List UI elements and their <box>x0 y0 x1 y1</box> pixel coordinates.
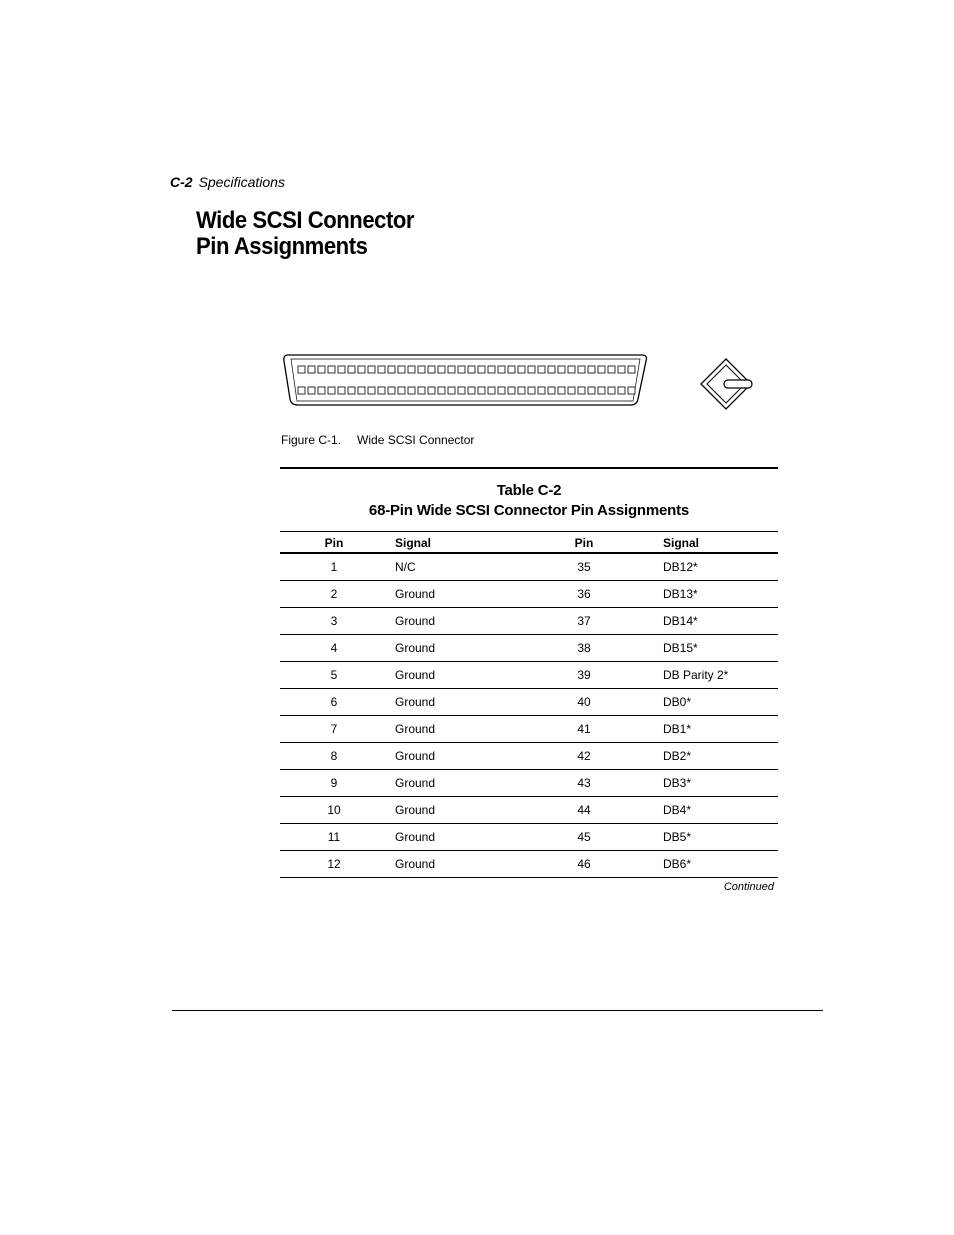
cell-signal: Ground <box>388 608 535 635</box>
pin-socket <box>578 387 585 394</box>
cell-signal: Ground <box>388 824 535 851</box>
pin-socket <box>338 366 345 373</box>
pin-socket <box>558 387 565 394</box>
cell-signal-2: DB3* <box>633 770 778 797</box>
table-row <box>280 689 778 716</box>
footer-rule <box>172 1010 823 1011</box>
cell-pin: 1 <box>280 553 388 581</box>
cell-pin-2: 43 <box>535 770 633 797</box>
pin-socket <box>518 366 525 373</box>
pin-socket <box>488 366 495 373</box>
pin-assignment-table <box>280 467 778 893</box>
pin-socket <box>548 366 555 373</box>
pin-socket <box>508 366 515 373</box>
cell-pin: 10 <box>280 797 388 824</box>
title-line-1: Wide SCSI Connector <box>196 207 415 234</box>
pin-socket <box>498 366 505 373</box>
pin-socket <box>358 366 365 373</box>
pin-socket <box>598 366 605 373</box>
cell-signal-2: DB5* <box>633 824 778 851</box>
pin-socket <box>428 366 435 373</box>
pin-socket <box>568 366 575 373</box>
cell-pin: 2 <box>280 581 388 608</box>
table-row <box>280 662 778 689</box>
continued-note: Continued <box>723 881 774 893</box>
pin-socket <box>448 366 455 373</box>
pin-socket <box>348 366 355 373</box>
pin-socket <box>528 366 535 373</box>
pin-socket <box>478 366 485 373</box>
cell-pin-2: 40 <box>535 689 633 716</box>
cell-signal-2: DB2* <box>633 743 778 770</box>
pin-socket <box>498 387 505 394</box>
pin-socket <box>398 366 405 373</box>
title-line-2: Pin Assignments <box>196 233 368 260</box>
pin-socket <box>338 387 345 394</box>
cell-signal: Ground <box>388 581 535 608</box>
pin-socket <box>568 387 575 394</box>
table-row <box>280 716 778 743</box>
pin-socket <box>388 366 395 373</box>
pin-socket <box>438 366 445 373</box>
pin-socket <box>468 366 475 373</box>
pin-socket <box>378 366 385 373</box>
pin-socket <box>518 387 525 394</box>
pin-socket <box>628 387 635 394</box>
cell-signal: Ground <box>388 797 535 824</box>
cell-signal-2: DB15* <box>633 635 778 662</box>
table-row <box>280 581 778 608</box>
pin-socket <box>298 387 305 394</box>
cell-signal: N/C <box>388 553 535 581</box>
pin-socket <box>368 366 375 373</box>
pin-socket <box>328 366 335 373</box>
cell-pin: 3 <box>280 608 388 635</box>
table-row <box>280 553 778 581</box>
scsi-connector-figure <box>280 352 760 414</box>
pin-socket <box>608 387 615 394</box>
page-header <box>170 174 285 190</box>
pin-socket <box>348 387 355 394</box>
table-row <box>280 635 778 662</box>
cell-signal-2: DB12* <box>633 553 778 581</box>
cell-signal: Ground <box>388 635 535 662</box>
pin-socket <box>358 387 365 394</box>
pin-socket <box>408 387 415 394</box>
pin-socket <box>298 366 305 373</box>
cell-signal: Ground <box>388 743 535 770</box>
cell-pin-2: 44 <box>535 797 633 824</box>
cell-pin: 12 <box>280 851 388 878</box>
pin-socket <box>448 387 455 394</box>
cell-pin: 11 <box>280 824 388 851</box>
section-title <box>196 208 414 260</box>
pin-socket <box>618 387 625 394</box>
cell-pin-2: 45 <box>535 824 633 851</box>
header-pin-2: Pin <box>535 532 633 554</box>
cell-pin-2: 36 <box>535 581 633 608</box>
pin-socket <box>458 387 465 394</box>
cell-signal: Ground <box>388 689 535 716</box>
section-name: Specifications <box>198 174 285 190</box>
table-row <box>280 743 778 770</box>
pin-socket <box>548 387 555 394</box>
cell-signal-2: DB6* <box>633 851 778 878</box>
cell-pin-2: 42 <box>535 743 633 770</box>
cell-signal-2: DB0* <box>633 689 778 716</box>
pin-socket <box>408 366 415 373</box>
scsi-logo-icon <box>701 359 752 409</box>
pin-socket <box>538 387 545 394</box>
table-title: 68-Pin Wide SCSI Connector Pin Assignments <box>368 502 690 519</box>
figure-caption-text: Wide SCSI Connector <box>357 433 475 447</box>
cell-signal: Ground <box>388 851 535 878</box>
pin-socket <box>528 387 535 394</box>
page-number: C-2 <box>170 174 193 190</box>
pin-socket <box>308 387 315 394</box>
cell-pin: 5 <box>280 662 388 689</box>
table-caption <box>280 469 778 531</box>
pin-socket <box>378 387 385 394</box>
cell-pin: 4 <box>280 635 388 662</box>
cell-signal-2: DB13* <box>633 581 778 608</box>
pin-socket <box>318 366 325 373</box>
cell-pin-2: 46 <box>535 851 633 878</box>
pin-table <box>280 531 778 878</box>
cell-signal: Ground <box>388 770 535 797</box>
pin-socket <box>318 387 325 394</box>
pin-socket <box>398 387 405 394</box>
pin-socket <box>558 366 565 373</box>
pin-socket <box>598 387 605 394</box>
cell-pin: 9 <box>280 770 388 797</box>
table-label: Table C-2 <box>496 482 562 499</box>
cell-signal-2: DB Parity 2* <box>633 662 778 689</box>
pin-socket <box>478 387 485 394</box>
table-row <box>280 851 778 878</box>
pin-socket <box>608 366 615 373</box>
pin-socket <box>508 387 515 394</box>
cell-signal: Ground <box>388 662 535 689</box>
pin-socket <box>388 387 395 394</box>
pin-socket <box>368 387 375 394</box>
pin-socket <box>618 366 625 373</box>
table-header-row <box>280 532 778 554</box>
pin-socket <box>578 366 585 373</box>
cell-pin: 8 <box>280 743 388 770</box>
header-signal-2: Signal <box>633 532 778 554</box>
cell-signal: Ground <box>388 716 535 743</box>
pin-socket <box>418 387 425 394</box>
figure-caption <box>281 433 474 447</box>
connector-shell <box>284 355 647 405</box>
pin-socket <box>328 387 335 394</box>
cell-pin: 6 <box>280 689 388 716</box>
pin-socket <box>418 366 425 373</box>
table-row <box>280 824 778 851</box>
pin-socket <box>588 366 595 373</box>
cell-signal-2: DB4* <box>633 797 778 824</box>
cell-signal-2: DB14* <box>633 608 778 635</box>
table-row <box>280 770 778 797</box>
header-pin: Pin <box>280 532 388 554</box>
cell-pin-2: 35 <box>535 553 633 581</box>
table-row <box>280 608 778 635</box>
pin-socket <box>628 366 635 373</box>
pin-socket <box>308 366 315 373</box>
pin-socket <box>468 387 475 394</box>
pin-socket <box>458 366 465 373</box>
pin-socket <box>488 387 495 394</box>
pin-socket <box>588 387 595 394</box>
figure-label: Figure C-1. <box>281 433 342 447</box>
cell-pin: 7 <box>280 716 388 743</box>
cell-pin-2: 41 <box>535 716 633 743</box>
pin-socket <box>428 387 435 394</box>
pin-socket <box>538 366 545 373</box>
cell-pin-2: 39 <box>535 662 633 689</box>
cell-pin-2: 38 <box>535 635 633 662</box>
header-signal: Signal <box>388 532 535 554</box>
pin-socket <box>438 387 445 394</box>
cell-signal-2: DB1* <box>633 716 778 743</box>
table-row <box>280 797 778 824</box>
cell-pin-2: 37 <box>535 608 633 635</box>
